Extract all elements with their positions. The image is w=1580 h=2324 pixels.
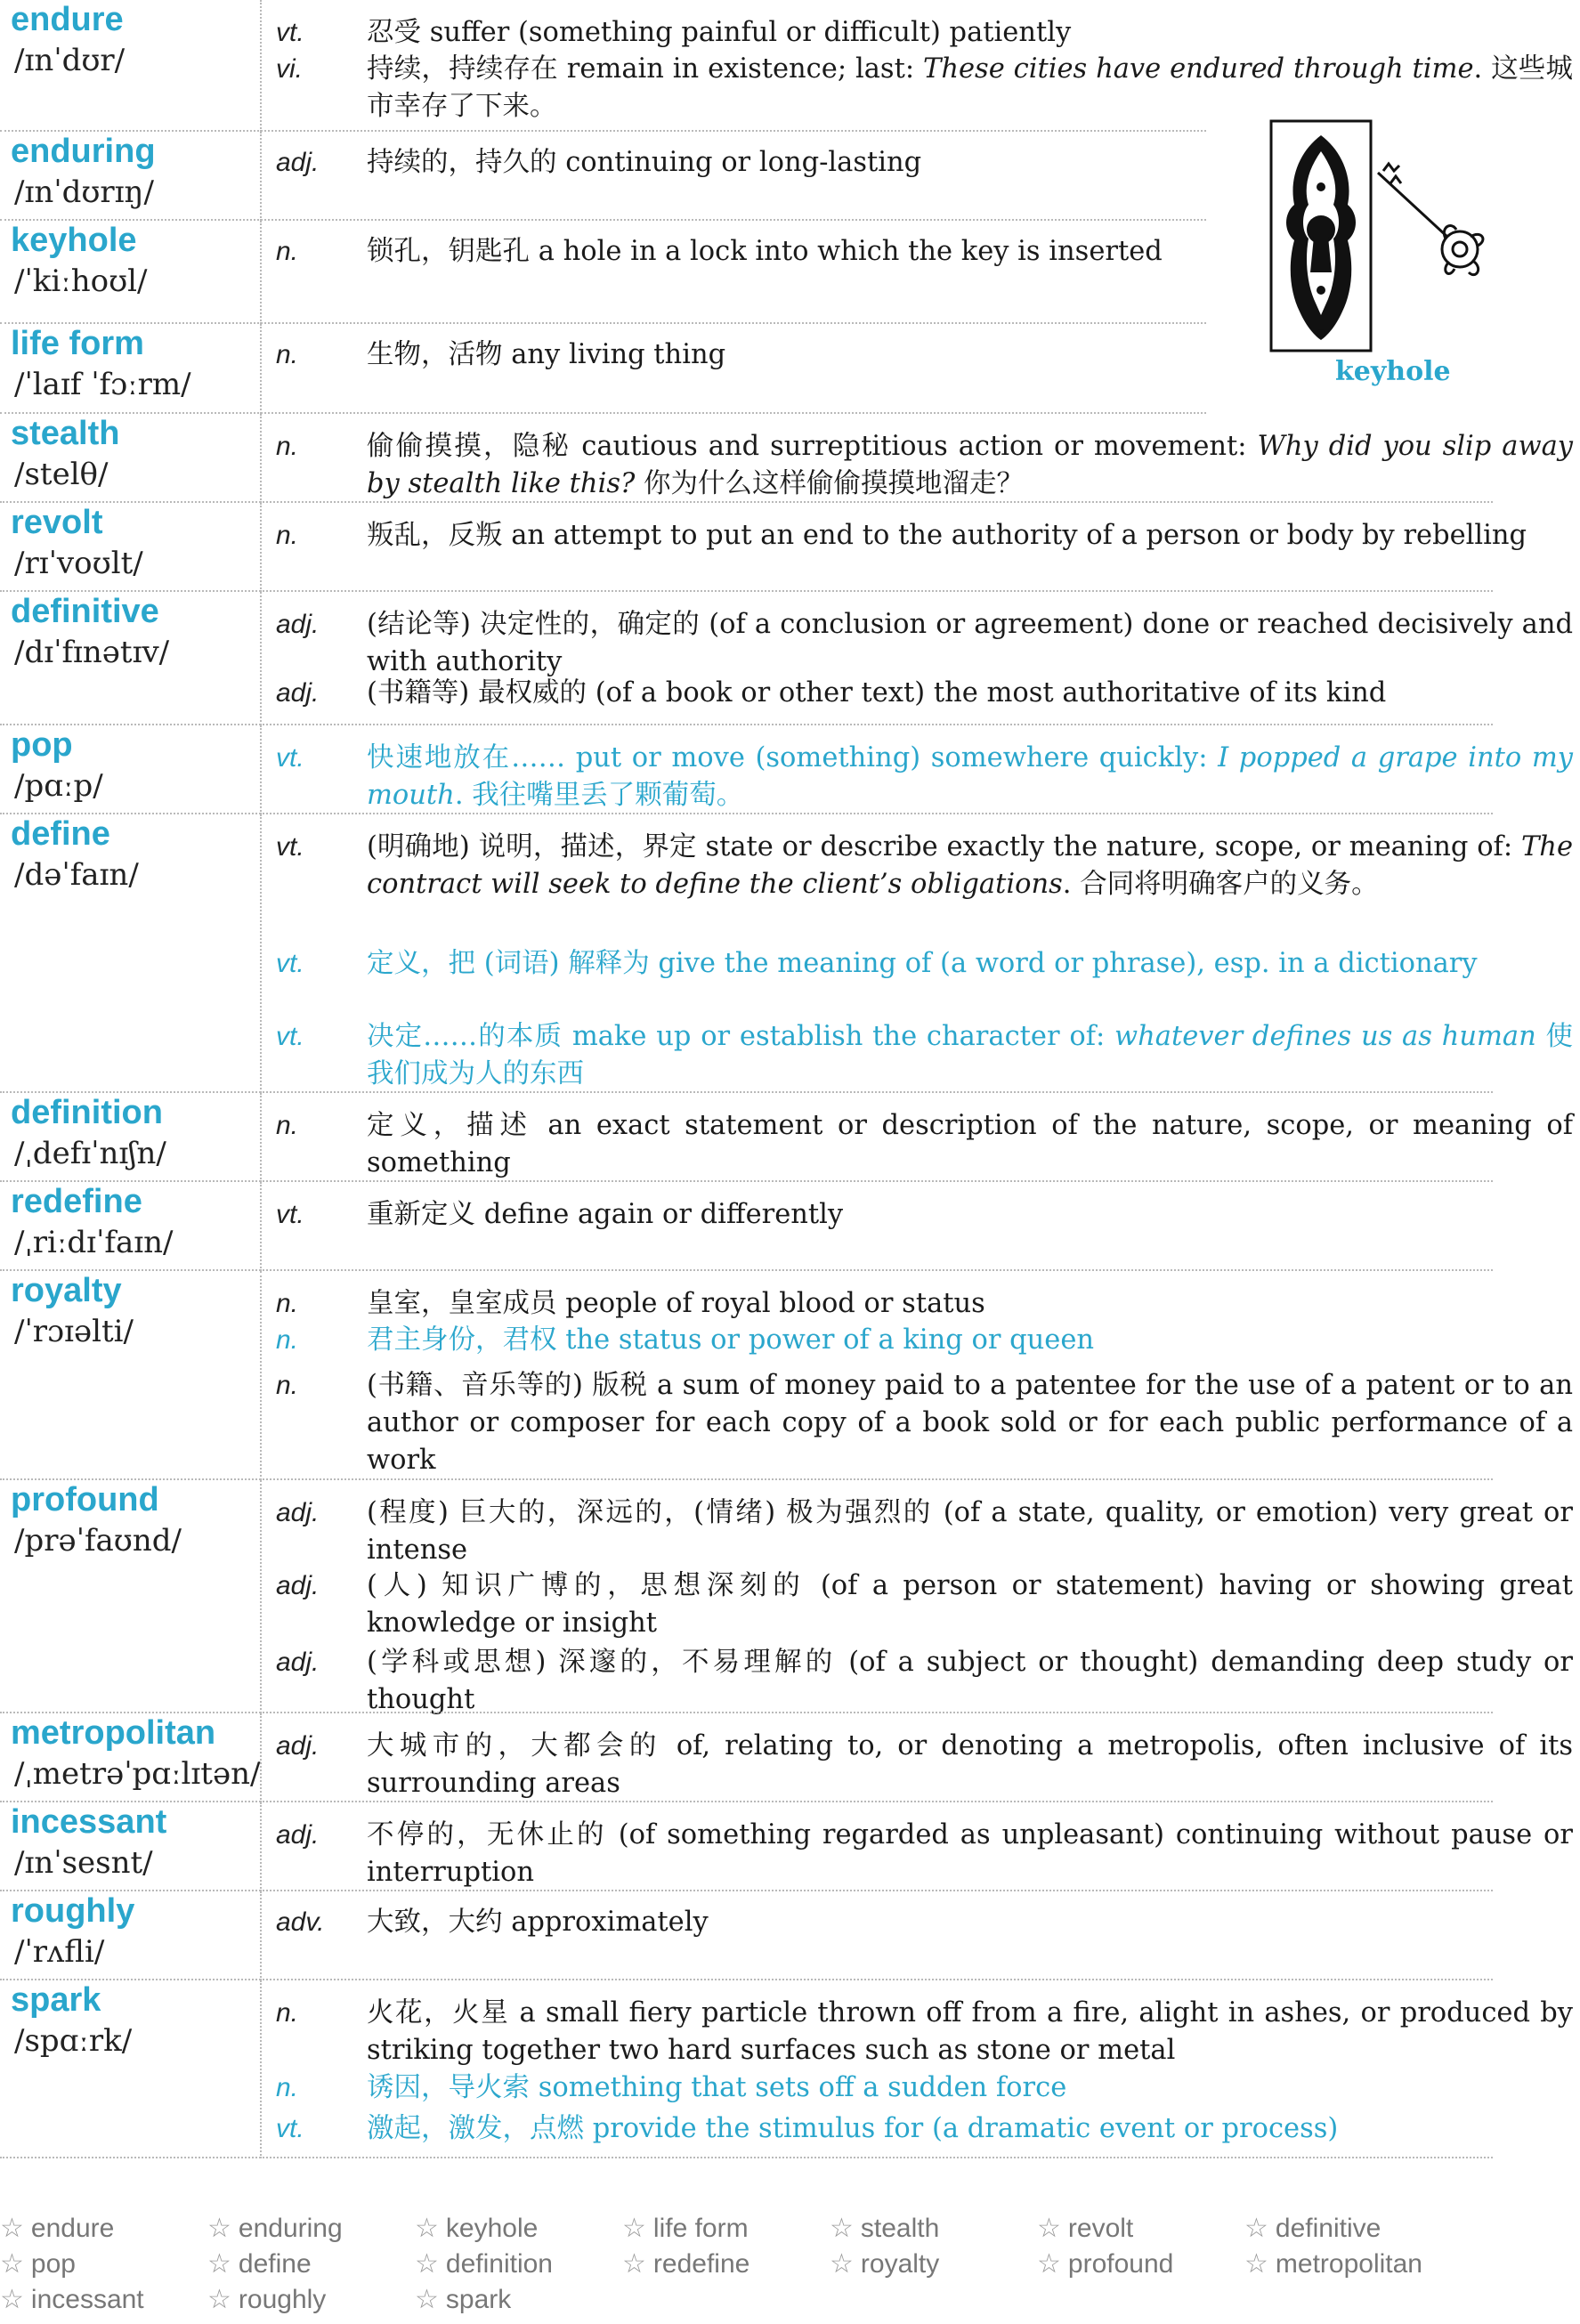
definition-segment: 决定……的本质 make up or establish the character of: [367,1021,1115,1052]
headword-column [0,324,262,414]
key-icon [1378,164,1483,275]
index-item[interactable] [0,2247,76,2281]
phonetic: /ˈrɔɪəlti/ [14,1314,134,1349]
index-item[interactable] [207,2247,312,2281]
example-sentence: The contract will seek to define the client’s obligations [367,831,1573,900]
part-of-speech: vt. [276,2114,304,2143]
star-icon: ☆ [1244,2249,1268,2279]
star-icon: ☆ [207,2214,231,2243]
part-of-speech: adj. [276,1820,320,1850]
headword-column [0,0,262,132]
phonetic: /rɪˈvoʊlt/ [14,546,143,581]
phonetic: /ɪnˈsesnt/ [14,1845,153,1881]
index-label: redefine [652,2249,750,2279]
definition-text [367,2110,1573,2148]
example-sentence: whatever defines us as human [1114,1021,1536,1052]
entry-define [0,814,1574,1093]
definition-text [367,740,1573,814]
entry-roughly [0,1891,1493,1980]
definition-text [367,517,1573,555]
index-item[interactable] [1244,2212,1381,2246]
definition-segment: 忍受 suffer (something painful or difficult) patiently [367,17,1072,48]
phonetic: /ˈkiːhoʊl/ [14,263,148,299]
star-icon: ☆ [0,2285,24,2314]
star-icon: ☆ [830,2249,854,2279]
index-item[interactable] [622,2212,749,2246]
headword-column [0,725,262,814]
index-label: life form [652,2214,749,2243]
headword-column [0,814,262,1093]
part-of-speech: vt. [276,949,304,978]
part-of-speech: vt. [276,18,304,47]
star-icon: ☆ [207,2285,231,2314]
index-label: keyhole [445,2214,539,2243]
headword: definition [11,1094,163,1131]
phonetic: /ˈrʌfli/ [14,1934,105,1970]
definition-segment: 大城市的，大都会的 of, relating to, or denoting a metropolis, often inclusive of its surrounding areas [367,1730,1573,1799]
definition-text [367,1196,1573,1234]
star-icon: ☆ [207,2249,231,2279]
index-item[interactable] [0,2283,144,2317]
definition-segment: 锁孔，钥匙孔 a hole in a lock into which the key is inserted [367,236,1163,267]
definition-segment: 偷偷摸摸，隐秘 cautious and surreptitious action or movement: [367,431,1258,462]
example-sentence: I popped a grape into my mouth [367,742,1573,811]
headword: keyhole [11,222,137,259]
entry-spark [0,1980,1573,2158]
headword: metropolitan [11,1714,216,1752]
index-label: metropolitan [1275,2249,1422,2279]
headword: profound [11,1481,159,1518]
headword-column [0,1802,262,1891]
headword-column [0,1713,262,1802]
definition-segment: (程度) 巨大的，深远的，(情绪) 极为强烈的 (of a state, quality, or emotion) very great or intense [367,1497,1573,1566]
definition-segment: (书籍等) 最权威的 (of a book or other text) the most authoritative of its kind [367,677,1387,709]
definition-text [367,2069,1573,2107]
index-label: enduring [238,2214,343,2243]
entry-metropolitan [0,1713,1573,1802]
headword-column [0,1480,262,1713]
star-icon: ☆ [622,2214,646,2243]
headword: pop [11,726,73,764]
example-sentence: These cities have endured through time [923,53,1474,85]
entry-profound [0,1480,1573,1715]
entry-definition [0,1093,1573,1182]
part-of-speech: adj. [276,678,320,708]
part-of-speech: vt. [276,743,304,773]
index-item[interactable] [415,2247,553,2281]
definition-text [367,675,1573,712]
part-of-speech: vt. [276,1022,304,1051]
entry-endure [0,0,1573,132]
headword: roughly [11,1892,135,1930]
headword: stealth [11,415,120,452]
definition-segment: . 我往嘴里丢了颗葡萄。 [454,780,744,811]
definition-text [367,1567,1573,1642]
definition-segment: 火花，火星 a small fiery particle thrown off from a fire, alight in ashes, or produced by striking together two hard surfaces such as stone or metal [367,1997,1573,2066]
part-of-speech: adj. [276,1648,320,1677]
part-of-speech: n. [276,1325,299,1355]
definition-segment: 使我们成为人的东西 [367,1021,1574,1089]
definition-text [367,1644,1573,1719]
row-divider [0,2157,1493,2158]
headword: define [11,815,110,853]
example-sentence: Why did you slip away by stealth like this? [367,431,1573,499]
definition-segment: 激起，激发，点燃 provide the stimulus for (a dramatic event or process) [367,2113,1339,2144]
index-label: spark [445,2285,512,2314]
definition-segment: 大致，大约 approximately [367,1907,709,1938]
definition-segment: (人) 知识广博的，思想深刻的 (of a person or statement) having or showing great knowledge or insight [367,1570,1573,1639]
headword: endure [11,1,124,38]
definition-text [367,1494,1573,1569]
star-icon: ☆ [1244,2214,1268,2243]
index-item[interactable] [1037,2247,1173,2281]
index-label: endure [30,2214,115,2243]
star-icon: ☆ [0,2249,24,2279]
entry-stealth [0,414,1573,503]
definition-text [367,1728,1573,1802]
headword-column [0,414,262,503]
headword-column [0,1891,262,1980]
headword-column [0,132,262,221]
definition-text [367,1107,1573,1182]
definition-segment: (结论等) 决定性的，确定的 (of a conclusion or agreement) done or reached decisively and with authority [367,609,1573,677]
phonetic: /stelθ/ [14,457,109,492]
definition-text [367,428,1573,503]
headword-column [0,1271,262,1480]
phonetic: /pɑːp/ [14,768,103,804]
index-label: revolt [1067,2214,1134,2243]
definition-text [367,1995,1573,2069]
index-item[interactable] [415,2212,538,2246]
star-icon: ☆ [415,2285,439,2314]
headword: definitive [11,593,159,630]
phonetic: /ˌriːdɪˈfaɪn/ [14,1225,174,1260]
definition-text [367,829,1573,903]
definition-segment: 生物，活物 any living thing [367,339,726,370]
part-of-speech: n. [276,1289,299,1318]
definition-text [367,1285,1573,1323]
part-of-speech: adj. [276,1731,320,1761]
definition-segment: 皇室，皇室成员 people of royal blood or status [367,1288,985,1319]
part-of-speech: vi. [276,54,303,84]
star-icon: ☆ [830,2214,854,2243]
phonetic: /prəˈfaʊnd/ [14,1523,182,1559]
index-label: royalty [860,2249,940,2279]
headword-column [0,1093,262,1182]
definition-segment: . 这些城市幸存了下来。 [367,53,1573,122]
index-item[interactable] [207,2212,343,2246]
index-label: profound [1067,2249,1174,2279]
definition-segment: 君主身份，君权 the status or power of a king or queen [367,1324,1095,1356]
entry-pop [0,725,1573,814]
part-of-speech: adj. [276,1571,320,1600]
definition-segment: (学科或思想) 深邃的，不易理解的 (of a subject or thought) demanding deep study or thought [367,1647,1573,1715]
headword: revolt [11,504,103,541]
definition-text [367,336,1292,374]
star-icon: ☆ [1037,2249,1061,2279]
definition-segment: 叛乱，反叛 an attempt to put an end to the authority of a person or body by rebelling [367,520,1527,551]
part-of-speech: n. [276,1111,299,1140]
entry-revolt [0,503,1527,592]
definition-segment: (书籍、音乐等的) 版税 a sum of money paid to a patentee for the use of a patent or to an author or composer for each copy of a book sold or for each public performance of a work [367,1370,1573,1476]
definition-text [367,1817,1573,1891]
index-label: roughly [238,2285,327,2314]
definition-segment: 你为什么这样偷偷摸摸地溜走？ [635,468,1025,499]
part-of-speech: adj. [276,610,320,639]
definition-segment: 持续的，持久的 continuing or long-lasting [367,147,922,178]
phonetic: /ɪnˈdʊrɪŋ/ [14,174,154,210]
entry-royalty [0,1271,1573,1480]
definition-segment: 诱因，导火索 something that sets off a sudden force [367,2072,1067,2103]
part-of-speech: n. [276,1371,299,1400]
headword: enduring [11,133,156,170]
part-of-speech: adv. [276,1907,325,1937]
star-icon: ☆ [415,2249,439,2279]
index-item[interactable] [830,2212,939,2246]
headword: spark [11,1981,101,2019]
index-item[interactable] [1244,2247,1422,2281]
definition-segment: (明确地) 说明，描述，界定 state or describe exactly the nature, scope, or meaning of: [367,831,1521,862]
phonetic: /ˈlaɪf ˈfɔːrm/ [14,367,191,402]
definition-text [367,1322,1573,1359]
entry-redefine [0,1182,1493,1271]
headword: life form [11,325,144,362]
index-item[interactable] [0,2212,114,2246]
headword: incessant [11,1803,167,1841]
index-item[interactable] [207,2283,326,2317]
headword-column [0,221,262,324]
definition-text [367,51,1573,126]
definition-segment: 定义，描述 an exact statement or description of the nature, scope, or meaning of something [367,1110,1573,1178]
headword-column [0,503,262,592]
part-of-speech: n. [276,432,299,461]
definition-text [367,945,1573,983]
part-of-speech: adj. [276,148,320,177]
part-of-speech: n. [276,1998,299,2028]
part-of-speech: n. [276,2073,299,2102]
index-label: incessant [30,2285,144,2314]
part-of-speech: n. [276,340,299,369]
definition-segment: . 合同将明确客户的义务。 [1062,869,1379,900]
headword: redefine [11,1183,142,1220]
phonetic: /ˌmetrəˈpɑːlɪtən/ [14,1756,261,1792]
phonetic: /dɪˈfɪnətɪv/ [14,635,170,670]
index-label: definition [445,2249,553,2279]
index-label: definitive [1275,2214,1381,2243]
star-icon: ☆ [0,2214,24,2243]
part-of-speech: n. [276,521,299,550]
phonetic: /ɪnˈdʊr/ [14,43,126,78]
definition-text [367,14,1573,52]
headword: royalty [11,1272,122,1309]
star-icon: ☆ [1037,2214,1061,2243]
headword-column [0,592,262,725]
index-label: stealth [860,2214,940,2243]
index-item[interactable] [1037,2212,1133,2246]
definition-text [367,1018,1573,1093]
definition-segment: 定义，把 (词语) 解释为 give the meaning of (a word or phrase), esp. in a dictionary [367,948,1478,979]
star-icon: ☆ [415,2214,439,2243]
definition-text [367,1367,1573,1479]
index-label: pop [30,2249,76,2279]
index-label: define [238,2249,312,2279]
part-of-speech: vt. [276,832,304,862]
definition-segment: 快速地放在…… put or move (something) somewhere quickly: [367,742,1219,773]
definition-text [367,606,1573,681]
headword-column [0,1182,262,1271]
phonetic: /ˌdefɪˈnɪʃn/ [14,1136,166,1171]
definition-text [367,233,1292,271]
definition-segment: 不停的，无休止的 (of something regarded as unpleasant) continuing without pause or interruption [367,1819,1573,1888]
index-item[interactable] [415,2283,511,2317]
part-of-speech: adj. [276,1498,320,1527]
phonetic: /spɑːrk/ [14,2023,133,2059]
part-of-speech: n. [276,237,299,266]
definition-text [367,1904,1573,1941]
headword-column [0,1980,262,2158]
star-icon: ☆ [622,2249,646,2279]
entry-incessant [0,1802,1573,1891]
definition-segment: 持续，持续存在 remain in existence; last: [367,53,923,85]
definition-segment: 重新定义 define again or differently [367,1199,844,1230]
entry-definitive [0,592,1573,725]
definition-text [367,144,1292,182]
figure-caption: keyhole [1335,356,1451,387]
phonetic: /dəˈfaɪn/ [14,857,139,893]
index-item[interactable] [622,2247,749,2281]
index-item[interactable] [830,2247,939,2281]
part-of-speech: vt. [276,1200,304,1229]
